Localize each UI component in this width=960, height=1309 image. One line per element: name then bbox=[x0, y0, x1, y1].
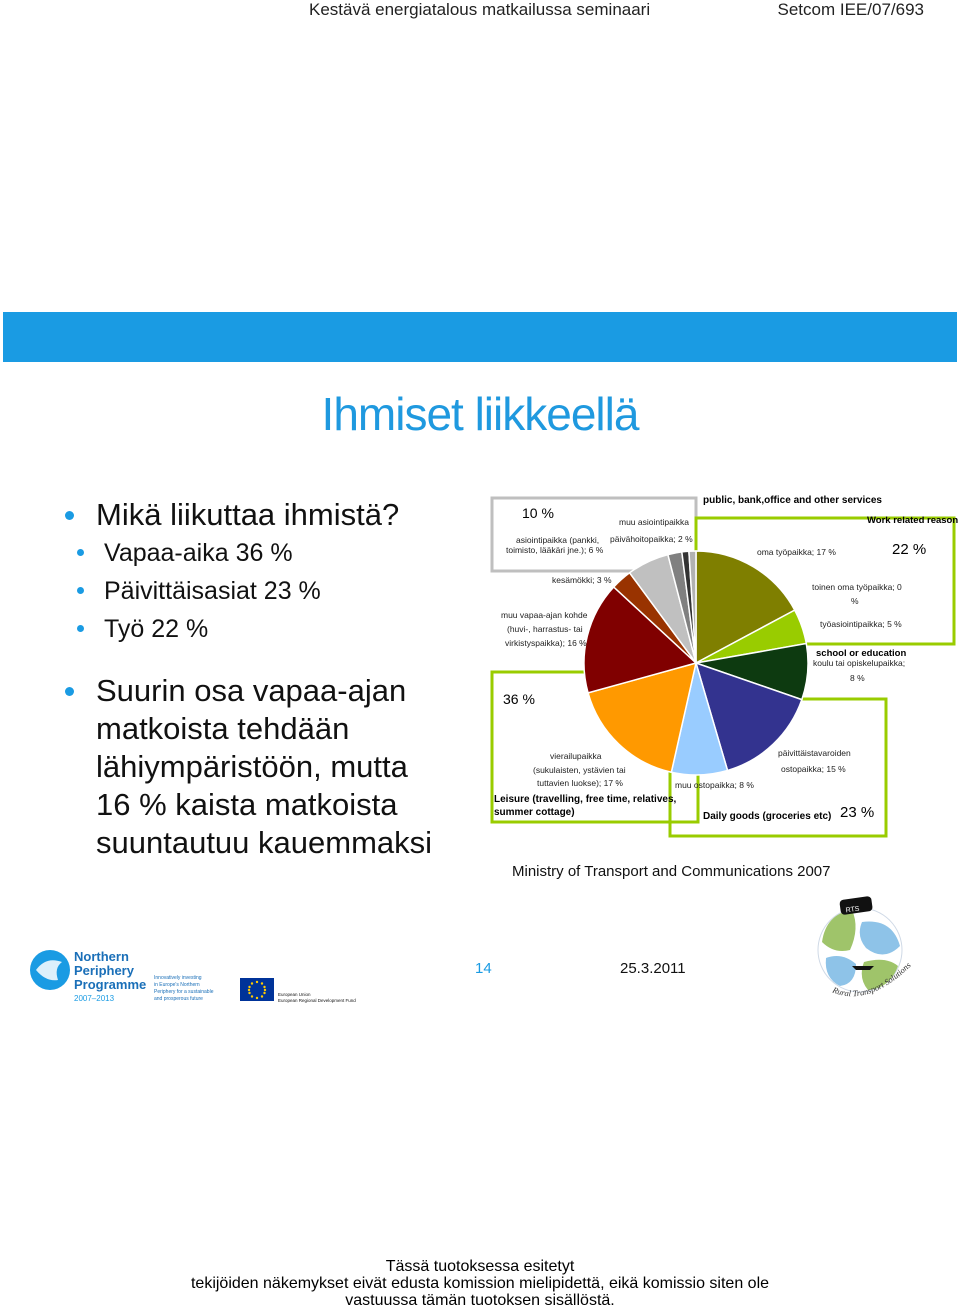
disclaimer-line-3: vastuussa tämän tuotoksen sisällöstä. bbox=[345, 1292, 615, 1309]
eu-disclaimer bbox=[0, 1258, 960, 1309]
summary-line-2: matkoista tehdään bbox=[96, 711, 350, 746]
label-muu-vapaa-1: muu vapaa-ajan kohde bbox=[501, 610, 588, 620]
bullet-main-question: Mikä liikuttaa ihmistä? bbox=[62, 496, 482, 534]
travel-purpose-chart bbox=[490, 492, 960, 842]
label-koulu-1: koulu tai opiskelupaikka; bbox=[813, 658, 906, 668]
label-tyoasiointi: työasiointipaikka; 5 % bbox=[820, 619, 902, 629]
label-paivittais-2: ostopaikka; 15 % bbox=[781, 764, 846, 774]
title-band bbox=[3, 312, 957, 362]
eu-line-1: European Union bbox=[278, 992, 311, 997]
label-leisure-heading-1: Leisure (travelling, free time, relatives, bbox=[494, 794, 677, 805]
disclaimer-line-2: tekijöiden näkemykset eivät edusta komission mielipidettä, eikä komissio siten ole bbox=[190, 1275, 770, 1292]
label-oma-tyo: oma työpaikka; 17 % bbox=[757, 547, 836, 557]
label-muu-osto: muu ostopaikka; 8 % bbox=[675, 780, 754, 790]
slide-date: 25.3.2011 bbox=[620, 960, 686, 977]
np-years: 2007–2013 bbox=[74, 994, 115, 1003]
np-tag-2: in Europe's Northern bbox=[154, 982, 200, 988]
label-vierailu-1: vierailupaikka bbox=[550, 751, 602, 761]
label-vierailu-2: (sukulaisten, ystävien tai bbox=[533, 765, 626, 775]
sub-bullet-work: Työ 22 % bbox=[62, 610, 482, 648]
pct-work: 22 % bbox=[892, 541, 927, 558]
label-asiointi-1: asiointipaikka (pankki, bbox=[516, 535, 600, 545]
pie-chart-svg bbox=[490, 492, 960, 842]
label-leisure-heading-2: summer cottage) bbox=[494, 807, 575, 818]
label-muu-vapaa-3: virkistyspaikka); 16 % bbox=[505, 638, 587, 648]
rts-leaf-1 bbox=[822, 910, 856, 951]
label-vierailu-3: tuttavien luokse); 17 % bbox=[537, 778, 623, 788]
slide-title: Ihmiset liikkeellä bbox=[321, 388, 639, 440]
header-left-title: Kestävä energiatalous matkailussa seminaari bbox=[309, 0, 651, 19]
pie-slices bbox=[584, 551, 808, 775]
pct-leisure: 36 % bbox=[503, 691, 535, 707]
label-asiointi-2: toimisto, lääkäri jne.); 6 % bbox=[506, 545, 604, 555]
summary-line-1: Suurin osa vapaa-ajan bbox=[96, 673, 407, 708]
bullet-summary bbox=[62, 672, 482, 862]
page-number: 14 bbox=[475, 960, 492, 977]
summary-line-3: lähiympäristöön, mutta bbox=[96, 749, 408, 784]
chart-source-caption: Ministry of Transport and Communications 2007 bbox=[512, 863, 831, 880]
label-school-heading: school or education bbox=[816, 648, 907, 659]
label-toinen-1: toinen oma työpaikka; 0 bbox=[812, 582, 902, 592]
label-paivahoito: päivähoitopaikka; 2 % bbox=[610, 534, 693, 544]
disclaimer-line-1: Tässä tuotoksessa esitetyt bbox=[385, 1258, 575, 1275]
label-services-heading: public, bank,office and other services bbox=[703, 495, 882, 506]
rural-transport-solutions-logo bbox=[812, 892, 932, 1004]
sub-bullet-daily: Päivittäisasiat 23 % bbox=[62, 572, 482, 610]
sub-bullet-group bbox=[62, 534, 482, 648]
np-line1: Northern bbox=[74, 949, 129, 964]
label-daily-heading: Daily goods (groceries etc) bbox=[703, 811, 832, 822]
bullet-list bbox=[62, 496, 482, 862]
summary-line-4: 16 % kaista matkoista bbox=[96, 787, 398, 822]
np-line3: Programme bbox=[74, 977, 147, 992]
eu-line-2: European Regional Development Fund bbox=[278, 998, 356, 1003]
sub-bullet-leisure: Vapaa-aika 36 % bbox=[62, 534, 482, 572]
label-kesamokki: kesämökki; 3 % bbox=[552, 575, 612, 585]
header-right-code: Setcom IEE/07/693 bbox=[777, 0, 924, 19]
rts-bus-text: RTS bbox=[845, 905, 860, 915]
label-koulu-2: 8 % bbox=[850, 673, 865, 683]
northern-periphery-logo bbox=[28, 946, 368, 1006]
label-toinen-2: % bbox=[851, 596, 859, 606]
label-paivittais-1: päivittäistavaroiden bbox=[778, 748, 851, 758]
np-tag-4: and prosperous future bbox=[154, 996, 203, 1002]
label-muu-vapaa-2: (huvi-, harrastus- tai bbox=[507, 624, 583, 634]
pct-services: 10 % bbox=[522, 505, 554, 521]
np-tag-3: Periphery for a sustainable bbox=[154, 989, 214, 995]
rts-text-path: Rural Transport Solutions bbox=[831, 959, 913, 999]
np-line2: Periphery bbox=[74, 963, 134, 978]
np-tag-1: Innovatively investing bbox=[154, 975, 202, 981]
label-work-heading: Work related reason bbox=[867, 515, 959, 526]
label-muu-asiointi: muu asiointipaikka bbox=[619, 517, 689, 527]
summary-line-5: suuntautuu kauemmaksi bbox=[96, 825, 433, 860]
pct-daily: 23 % bbox=[840, 804, 875, 821]
